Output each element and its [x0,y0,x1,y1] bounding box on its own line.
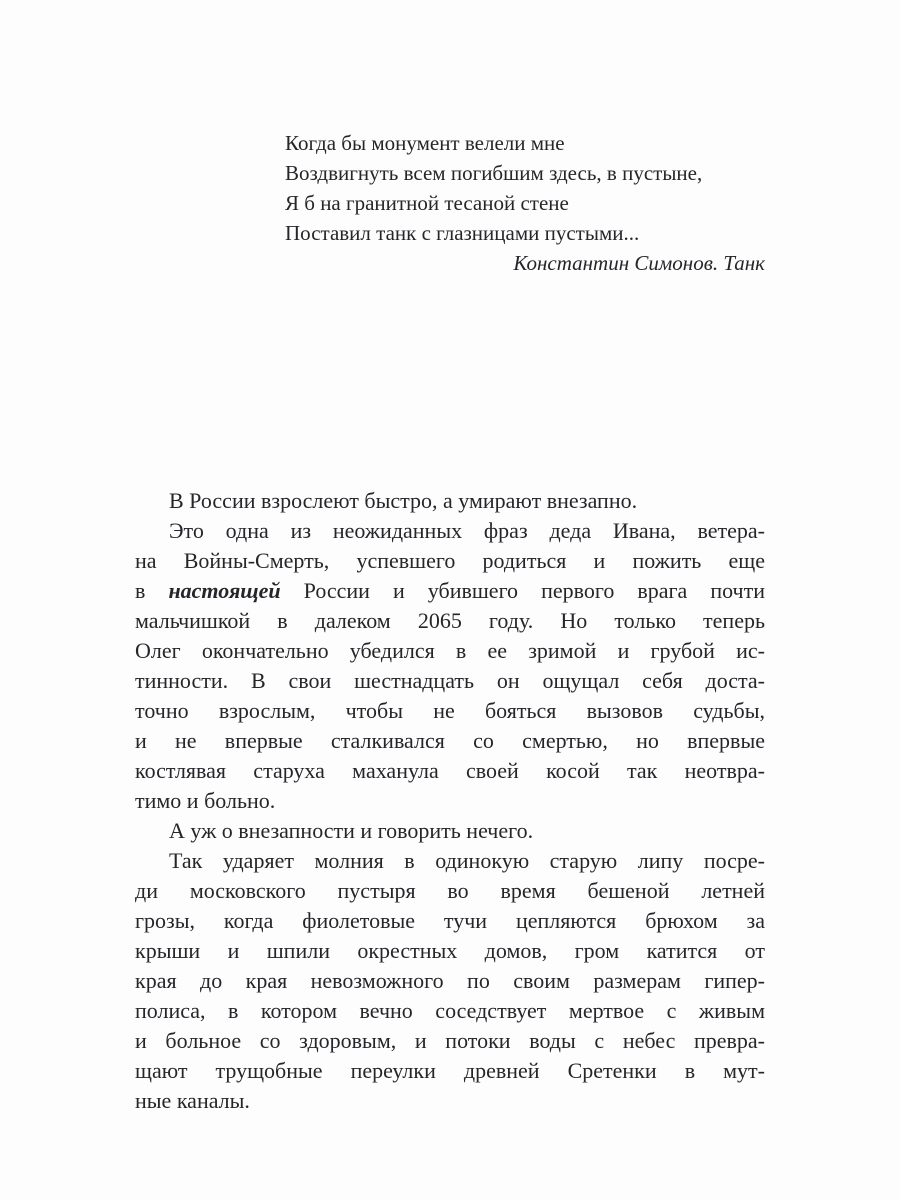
text-line: Так ударяет молния в одинокую старую липу посре- [169,848,765,873]
text-line: щают трущобные переулки древней Сретенки в мут- [135,1058,765,1083]
epigraph-lines [285,128,765,248]
text-line: грозы, когда фиолетовые тучи цепляются брюхом за [135,908,765,933]
text-line: и больное со здоровым, и потоки воды с небес превра- [135,1028,765,1053]
text-line: тимо и больно. [135,788,276,813]
epigraph-attribution: Константин Симонов. Танк [513,251,765,275]
text-line: точно взрослым, чтобы не бояться вызовов судьбы, [135,698,765,723]
text-line: полиса, в котором вечно соседствует мертвое с живым [135,998,765,1023]
text-line: тинности. В свои шестнадцать он ощущал себя доста- [135,668,765,693]
text-line: и не впервые сталкивался со смертью, но впервые [135,728,765,753]
text-line: мальчишкой в далеком 2065 году. Но только теперь [135,608,765,633]
text-line: крыши и шпили окрестных домов, гром катится от [135,938,765,963]
epigraph [285,128,765,278]
text-line: В России взрослеют быстро, а умирают внезапно. [169,488,638,513]
paragraph [135,846,765,1116]
paragraph [135,516,765,816]
poem-line: Когда бы монумент велели мне [285,131,565,155]
text-line: ные каналы. [135,1088,250,1113]
text-line: края до края невозможного по своим размерам гипер- [135,968,765,993]
text-line: Олег окончательно убедился в ее зримой и грубой ис- [135,638,765,663]
text-line: Это одна из неожиданных фраз деда Ивана, ветера- [169,518,765,543]
paragraph [135,486,765,516]
text-line: на Войны-Смерть, успевшего родиться и пожить еще [135,548,765,573]
text-line: в настоящей России и убившего первого врага почти [135,578,766,603]
text-line: костлявая старуха маханула своей косой так неотвра- [135,758,765,783]
paragraph [135,816,765,846]
poem-line: Поставил танк с глазницами пустыми... [285,221,640,245]
text-line: ди московского пустыря во время бешеной летней [135,878,765,903]
poem-line: Я б на гранитной тесаной стене [285,191,569,215]
text-line: А уж о внезапности и говорить нечего. [169,818,534,843]
body-text [135,486,765,1116]
emphasized-word: настоящей [168,578,281,603]
poem-line: Воздвигнуть всем погибшим здесь, в пустыне, [285,161,703,185]
